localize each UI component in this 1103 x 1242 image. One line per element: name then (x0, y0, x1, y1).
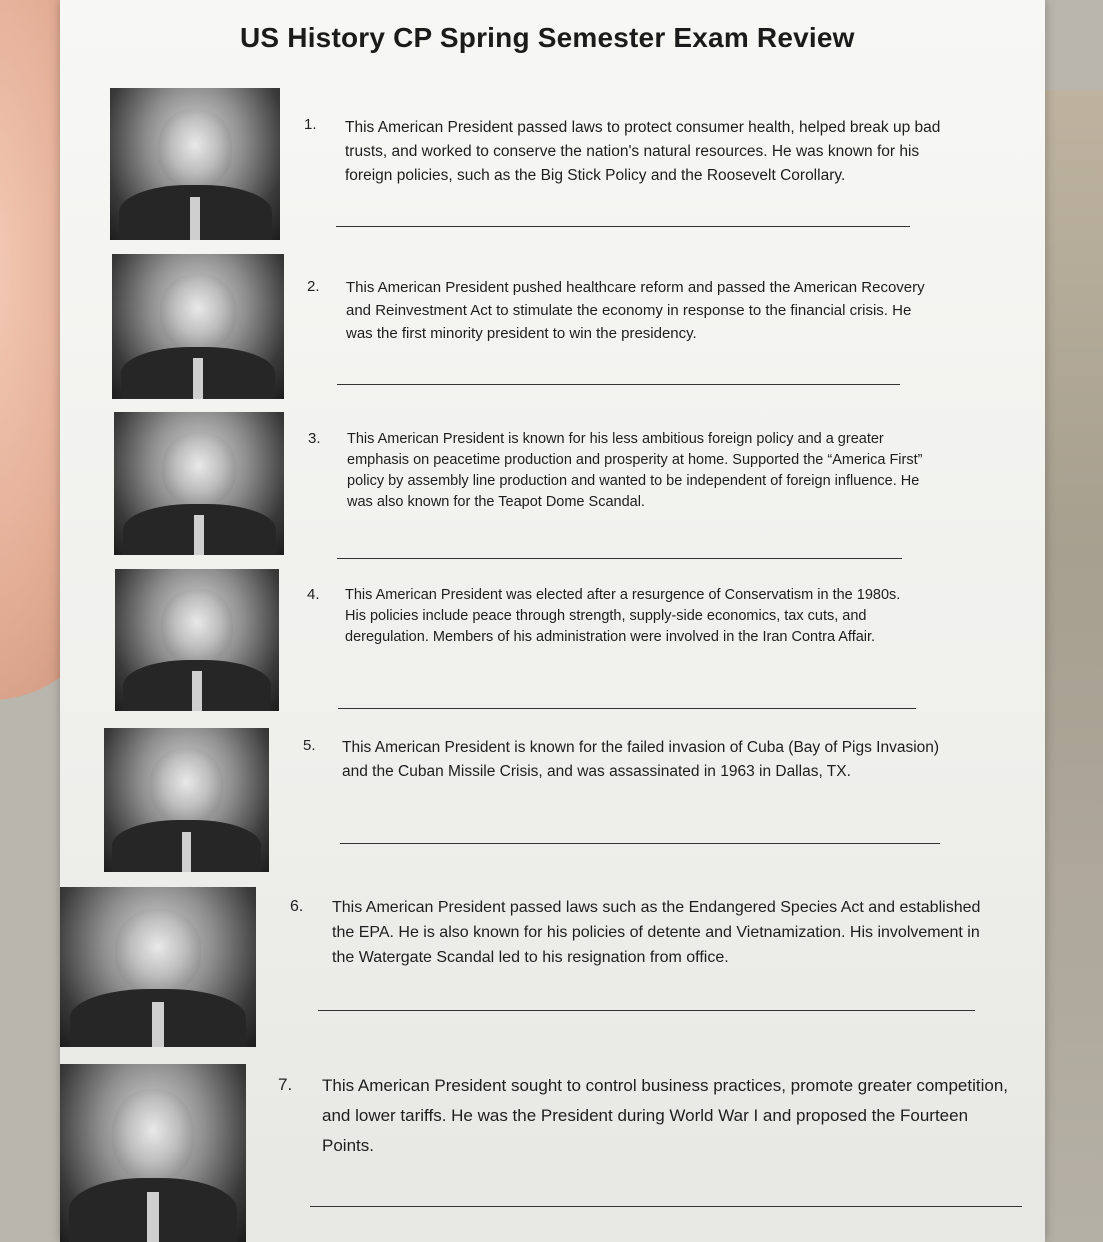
question-number: 2. (307, 278, 320, 295)
question-number: 6. (290, 898, 304, 915)
worksheet-title: US History CP Spring Semester Exam Review (240, 22, 855, 53)
president-photo-3 (114, 412, 284, 555)
question-text: This American President sought to control business practices, promote greater competition, and lower tariffs. He was the President during World War I and proposed the Fourteen Points. (322, 1076, 1009, 1155)
answer-blank[interactable] (310, 1206, 1022, 1207)
president-photo-2 (112, 254, 284, 399)
question-number: 3. (308, 430, 321, 447)
question-number: 5. (303, 737, 316, 754)
president-photo-1 (110, 88, 280, 240)
answer-blank[interactable] (338, 708, 916, 709)
question-number: 4. (307, 586, 320, 603)
question-text: This American President is known for his less ambitious foreign policy and a greater emphasis on peacetime production and prosperity at home. Supported the “America First” policy by assembly line production and wanted to be independent of foreign influence. He was also known for the Teapot Dome Scandal. (347, 431, 923, 510)
answer-blank[interactable] (318, 1010, 975, 1011)
question-text: This American President passed laws to protect consumer health, helped break up bad trusts, and worked to conserve the nation's natural resources. He was known for his foreign policies, such as the Big Stick Policy and the Roosevelt Corollary. (345, 119, 941, 184)
president-photo-5 (104, 728, 269, 872)
question-text: This American President pushed healthcare reform and passed the American Recovery and Reinvestment Act to stimulate the economy in response to the financial crisis. He was the first minority president to win the presidency. (346, 279, 925, 342)
president-photo-4 (115, 569, 279, 711)
answer-blank[interactable] (340, 843, 940, 844)
question-text: This American President was elected after a resurgence of Conservatism in the 1980s. His policies include peace through strength, supply-side economics, tax cuts, and deregulation. Members of his administration were involved in the Iran Contra Affair. (345, 587, 901, 645)
question-text: This American President is known for the failed invasion of Cuba (Bay of Pigs Invasion) and the Cuban Missile Crisis, and was assassinated in 1963 in Dallas, TX. (342, 739, 940, 780)
question-text: This American President passed laws such as the Endangered Species Act and established the EPA. He is also known for his policies of detente and Vietnamization. His involvement in the Watergate Scandal led to his resignation from office. (332, 899, 981, 966)
worksheet-page (60, 0, 1045, 1242)
president-photo-7 (60, 1064, 246, 1242)
question-number: 1. (304, 116, 317, 133)
president-photo-6 (60, 887, 256, 1047)
question-number: 7. (278, 1075, 293, 1094)
answer-blank[interactable] (337, 558, 902, 559)
answer-blank[interactable] (336, 226, 910, 227)
answer-blank[interactable] (337, 384, 900, 385)
